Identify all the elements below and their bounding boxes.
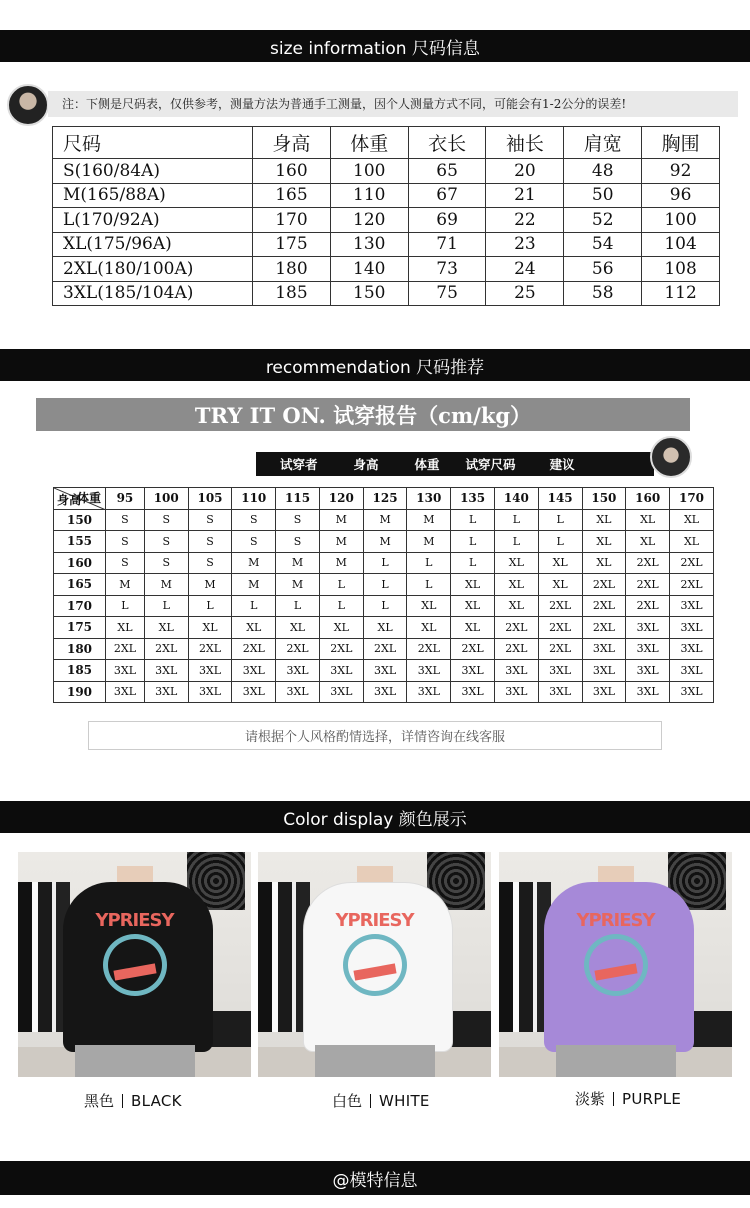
rec-table-cell: XL — [582, 552, 626, 574]
rec-table-cell: M — [276, 552, 320, 574]
rec-table-cell: XL — [582, 509, 626, 531]
rec-table-cell: XL — [494, 595, 538, 617]
rec-table-weight-header: 120 — [319, 488, 363, 510]
size-table-cell: 112 — [642, 281, 720, 306]
rec-table-cell: XL — [538, 552, 582, 574]
rec-table-cell: 2XL — [144, 638, 188, 660]
rec-table-cell: 3XL — [106, 660, 145, 682]
header-label-height: 身高 — [353, 457, 379, 472]
rec-table-height-header: 155 — [54, 531, 106, 553]
size-table-cell: 25 — [486, 281, 564, 306]
rec-table-cell: S — [188, 552, 232, 574]
section-title: Color display 颜色展示 — [283, 809, 467, 830]
rec-table-cell: S — [144, 531, 188, 553]
rec-table-weight-header: 125 — [363, 488, 407, 510]
rec-table-cell: 2XL — [582, 595, 626, 617]
rec-table-cell: 2XL — [451, 638, 495, 660]
rec-table-cell: 3XL — [232, 660, 276, 682]
size-table-cell: 100 — [330, 159, 408, 184]
rec-table-cell: XL — [451, 595, 495, 617]
size-table-cell: 175 — [253, 232, 331, 257]
rec-table-row — [54, 681, 714, 703]
rec-table-cell: 2XL — [626, 552, 670, 574]
rec-table-height-header: 160 — [54, 552, 106, 574]
rec-table-cell: 2XL — [670, 574, 714, 596]
rec-table-cell: M — [232, 574, 276, 596]
section-title: @模特信息 — [332, 1170, 418, 1191]
color-name-cn: 黑色 — [84, 1092, 115, 1110]
rec-table-weight-header: 110 — [232, 488, 276, 510]
size-table-cell: 21 — [486, 183, 564, 208]
section-header-recommendation — [0, 349, 750, 381]
rec-table-cell: 3XL — [538, 660, 582, 682]
rec-table-weight-header: 115 — [276, 488, 320, 510]
section-header-model-info — [0, 1161, 750, 1195]
size-table-cell: 67 — [408, 183, 486, 208]
try-on-header-bar — [256, 452, 654, 476]
rec-table-weight-header: 170 — [670, 488, 714, 510]
rec-table-cell: S — [106, 552, 145, 574]
size-table-header-cell: 袖长 — [486, 127, 564, 159]
size-table-cell: 56 — [564, 257, 642, 282]
size-table-cell: S(160/84A) — [53, 159, 253, 184]
size-table-cell: 23 — [486, 232, 564, 257]
size-table-row — [53, 183, 720, 208]
rec-table-height-header: 170 — [54, 595, 106, 617]
color-name-cn: 白色 — [332, 1092, 363, 1110]
size-table-cell: 71 — [408, 232, 486, 257]
size-table-cell: 65 — [408, 159, 486, 184]
rec-table-cell: L — [494, 531, 538, 553]
size-table-row — [53, 281, 720, 306]
size-table-cell: 20 — [486, 159, 564, 184]
rec-table-cell: 2XL — [232, 638, 276, 660]
rec-table-cell: S — [232, 509, 276, 531]
rec-table-cell: 2XL — [494, 638, 538, 660]
rec-table-row — [54, 574, 714, 596]
rec-table-cell: 3XL — [106, 681, 145, 703]
rec-table-weight-header: 160 — [626, 488, 670, 510]
size-table-cell: 52 — [564, 208, 642, 233]
rec-table-cell: M — [407, 531, 451, 553]
rec-table-cell: 3XL — [538, 681, 582, 703]
rec-table-cell: M — [363, 531, 407, 553]
rec-table-cell: 2XL — [626, 595, 670, 617]
size-table-header-row — [53, 127, 720, 159]
rec-table-cell: XL — [451, 574, 495, 596]
rec-table-cell: 2XL — [538, 595, 582, 617]
tshirt-print-text: YPRIESY — [95, 910, 174, 931]
rec-table-cell: M — [407, 509, 451, 531]
size-table-cell: 130 — [330, 232, 408, 257]
rec-table-row — [54, 595, 714, 617]
rec-table-cell: L — [144, 595, 188, 617]
size-table-cell: 22 — [486, 208, 564, 233]
rec-table-weight-header: 105 — [188, 488, 232, 510]
rec-table-cell: S — [106, 531, 145, 553]
rec-table-cell: XL — [538, 574, 582, 596]
rec-table-cell: L — [451, 509, 495, 531]
rec-table-cell: S — [276, 531, 320, 553]
rec-table-cell: 3XL — [670, 638, 714, 660]
rec-table-cell: 3XL — [582, 660, 626, 682]
size-table-cell: 69 — [408, 208, 486, 233]
rec-table-cell: L — [106, 595, 145, 617]
rec-table-cell: XL — [407, 595, 451, 617]
rec-table-cell: L — [451, 531, 495, 553]
rec-table-cell: M — [144, 574, 188, 596]
tshirt-print-graphic — [584, 934, 648, 996]
rec-table-cell: 3XL — [626, 617, 670, 639]
size-table-row — [53, 232, 720, 257]
rec-table-cell: XL — [232, 617, 276, 639]
recommendation-table — [53, 487, 714, 703]
rec-table-row — [54, 531, 714, 553]
rec-table-cell: S — [144, 552, 188, 574]
rec-table-cell: 2XL — [582, 617, 626, 639]
rec-table-weight-header: 145 — [538, 488, 582, 510]
rec-table-cell: 3XL — [407, 660, 451, 682]
rec-table-cell: L — [407, 552, 451, 574]
tshirt-print-graphic — [343, 934, 407, 996]
rec-table-cell: 3XL — [144, 660, 188, 682]
size-table-header-cell: 衣长 — [408, 127, 486, 159]
rec-table-cell: XL — [626, 509, 670, 531]
rec-table-cell: L — [319, 574, 363, 596]
rec-table-cell: XL — [626, 531, 670, 553]
rec-table-cell: 2XL — [319, 638, 363, 660]
section-title: size information 尺码信息 — [270, 38, 480, 59]
rec-table-cell: XL — [363, 617, 407, 639]
rec-table-cell: 2XL — [582, 574, 626, 596]
divider — [370, 1094, 371, 1108]
rec-table-cell: L — [188, 595, 232, 617]
rec-table-height-header: 175 — [54, 617, 106, 639]
product-photo-white — [258, 852, 491, 1077]
rec-table-header-row — [54, 488, 714, 510]
rec-table-cell: L — [538, 509, 582, 531]
size-table-cell: 50 — [564, 183, 642, 208]
rec-table-cell: M — [363, 509, 407, 531]
size-table — [52, 126, 720, 306]
size-table-cell: 3XL(185/104A) — [53, 281, 253, 306]
rec-table-weight-header: 130 — [407, 488, 451, 510]
size-table-cell: 96 — [642, 183, 720, 208]
rec-table-cell: S — [232, 531, 276, 553]
rec-table-cell: XL — [451, 617, 495, 639]
divider — [122, 1094, 123, 1108]
rec-table-cell: M — [188, 574, 232, 596]
size-table-cell: M(165/88A) — [53, 183, 253, 208]
rec-table-height-header: 150 — [54, 509, 106, 531]
rec-table-cell: XL — [144, 617, 188, 639]
rec-table-height-header: 190 — [54, 681, 106, 703]
advice-box: 请根据个人风格酌情选择，详情咨询在线客服 — [88, 721, 662, 750]
rec-table-weight-header: 95 — [106, 488, 145, 510]
tshirt-print-graphic — [103, 934, 167, 996]
product-photo-purple — [499, 852, 732, 1077]
rec-table-cell: XL — [188, 617, 232, 639]
size-table-cell: 150 — [330, 281, 408, 306]
color-name-en: WHITE — [379, 1091, 430, 1110]
rec-table-cell: L — [494, 509, 538, 531]
size-table-cell: L(170/92A) — [53, 208, 253, 233]
color-label-purple — [575, 1088, 681, 1109]
model-avatar — [7, 84, 49, 126]
tshirt-print-text: YPRIESY — [576, 910, 655, 931]
rec-table-cell: 3XL — [276, 681, 320, 703]
tshirt-print-text: YPRIESY — [335, 910, 414, 931]
header-label-weight: 体重 — [414, 457, 440, 472]
rec-table-cell: M — [232, 552, 276, 574]
rec-table-cell: 2XL — [106, 638, 145, 660]
size-table-row — [53, 159, 720, 184]
rec-table-cell: 3XL — [319, 681, 363, 703]
color-name-en: PURPLE — [622, 1089, 682, 1108]
rec-table-cell: 3XL — [363, 660, 407, 682]
model-avatar — [650, 436, 692, 478]
size-table-cell: 2XL(180/100A) — [53, 257, 253, 282]
rec-table-cell: 2XL — [626, 574, 670, 596]
color-name-en: BLACK — [131, 1091, 182, 1110]
color-label-white — [332, 1090, 430, 1111]
size-table-cell: 100 — [642, 208, 720, 233]
size-table-cell: 110 — [330, 183, 408, 208]
color-label-black — [84, 1090, 182, 1111]
size-table-header-cell: 胸围 — [642, 127, 720, 159]
size-table-row — [53, 257, 720, 282]
rec-table-cell: 3XL — [626, 660, 670, 682]
section-title: recommendation 尺码推荐 — [265, 357, 485, 378]
size-table-header-cell: 尺码 — [53, 127, 253, 159]
rec-table-cell: S — [106, 509, 145, 531]
rec-table-cell: XL — [407, 617, 451, 639]
rec-table-cell: L — [363, 595, 407, 617]
rec-table-cell: 3XL — [188, 660, 232, 682]
size-table-row — [53, 208, 720, 233]
size-note: 注：下侧是尺码表，仅供参考，测量方法为普通手工测量，因个人测量方式不同，可能会有1-2公分的误差! — [48, 91, 738, 117]
rec-table-height-header: 185 — [54, 660, 106, 682]
rec-table-cell: 3XL — [494, 660, 538, 682]
rec-table-weight-header: 150 — [582, 488, 626, 510]
size-table-cell: 24 — [486, 257, 564, 282]
size-table-cell: 73 — [408, 257, 486, 282]
rec-table-cell: 2XL — [494, 617, 538, 639]
rec-table-cell: L — [538, 531, 582, 553]
size-table-cell: 54 — [564, 232, 642, 257]
rec-table-cell: 3XL — [188, 681, 232, 703]
rec-table-row — [54, 638, 714, 660]
rec-table-cell: 3XL — [626, 681, 670, 703]
rec-table-cell: 2XL — [538, 638, 582, 660]
rec-table-cell: XL — [582, 531, 626, 553]
size-table-cell: 104 — [642, 232, 720, 257]
rec-table-cell: 3XL — [319, 660, 363, 682]
rec-table-cell: M — [319, 552, 363, 574]
rec-table-cell: XL — [319, 617, 363, 639]
rec-table-cell: S — [188, 531, 232, 553]
rec-table-cell: XL — [494, 552, 538, 574]
rec-table-cell: L — [276, 595, 320, 617]
size-table-cell: XL(175/96A) — [53, 232, 253, 257]
size-table-cell: 160 — [253, 159, 331, 184]
rec-table-cell: L — [451, 552, 495, 574]
rec-table-cell: 3XL — [451, 660, 495, 682]
rec-table-cell: 2XL — [276, 638, 320, 660]
color-name-cn: 淡紫 — [575, 1090, 606, 1108]
rec-table-cell: XL — [670, 509, 714, 531]
rec-table-row — [54, 552, 714, 574]
size-table-cell: 185 — [253, 281, 331, 306]
rec-table-cell: 3XL — [232, 681, 276, 703]
rec-table-cell: 3XL — [363, 681, 407, 703]
size-table-header-cell: 身高 — [253, 127, 331, 159]
rec-table-row — [54, 617, 714, 639]
size-table-cell: 108 — [642, 257, 720, 282]
rec-table-cell: 3XL — [407, 681, 451, 703]
header-label-advice: 建议 — [549, 457, 575, 472]
rec-table-cell: L — [363, 574, 407, 596]
rec-table-cell: L — [232, 595, 276, 617]
rec-table-cell: 3XL — [670, 660, 714, 682]
size-table-cell: 92 — [642, 159, 720, 184]
size-table-cell: 58 — [564, 281, 642, 306]
try-on-title: TRY IT ON. 试穿报告（cm/kg） — [36, 398, 690, 431]
corner-weight-label: 体重 — [76, 491, 101, 505]
rec-table-weight-header: 140 — [494, 488, 538, 510]
rec-table-height-header: 180 — [54, 638, 106, 660]
size-table-cell: 170 — [253, 208, 331, 233]
rec-table-cell: 3XL — [276, 660, 320, 682]
size-table-cell: 120 — [330, 208, 408, 233]
rec-table-cell: S — [188, 509, 232, 531]
rec-table-cell: 3XL — [451, 681, 495, 703]
rec-table-cell: M — [276, 574, 320, 596]
rec-table-cell: L — [407, 574, 451, 596]
size-table-cell: 75 — [408, 281, 486, 306]
header-label-try-size: 试穿尺码 — [465, 457, 516, 472]
rec-table-cell: M — [106, 574, 145, 596]
product-photo-black — [18, 852, 251, 1077]
rec-table-cell: M — [319, 531, 363, 553]
rec-table-weight-header: 100 — [144, 488, 188, 510]
rec-table-row — [54, 509, 714, 531]
rec-table-cell: S — [276, 509, 320, 531]
rec-table-cell: 2XL — [363, 638, 407, 660]
rec-table-row — [54, 660, 714, 682]
size-table-header-cell: 肩宽 — [564, 127, 642, 159]
rec-table-weight-header: 135 — [451, 488, 495, 510]
size-table-header-cell: 体重 — [330, 127, 408, 159]
size-table-cell: 180 — [253, 257, 331, 282]
size-table-cell: 165 — [253, 183, 331, 208]
header-label-tester: 试穿者 — [280, 457, 318, 472]
rec-table-cell: 2XL — [670, 552, 714, 574]
rec-table-cell: L — [319, 595, 363, 617]
rec-table-cell: 3XL — [582, 681, 626, 703]
rec-table-cell: 3XL — [670, 617, 714, 639]
section-header-size-info — [0, 30, 750, 62]
rec-table-height-header: 165 — [54, 574, 106, 596]
rec-table-cell: 3XL — [144, 681, 188, 703]
corner-height-label: 身高 — [57, 492, 82, 507]
rec-table-cell: XL — [494, 574, 538, 596]
divider — [613, 1092, 614, 1106]
rec-table-cell: XL — [106, 617, 145, 639]
rec-table-cell: 3XL — [582, 638, 626, 660]
section-header-color-display — [0, 801, 750, 833]
rec-table-cell: 3XL — [670, 681, 714, 703]
rec-table-cell: XL — [670, 531, 714, 553]
rec-table-cell: 3XL — [626, 638, 670, 660]
rec-table-cell: XL — [276, 617, 320, 639]
size-table-cell: 140 — [330, 257, 408, 282]
rec-table-corner — [54, 488, 106, 510]
rec-table-cell: L — [363, 552, 407, 574]
rec-table-cell: 2XL — [538, 617, 582, 639]
rec-table-cell: 3XL — [670, 595, 714, 617]
rec-table-cell: S — [144, 509, 188, 531]
rec-table-cell: 3XL — [494, 681, 538, 703]
rec-table-cell: M — [319, 509, 363, 531]
rec-table-cell: 2XL — [188, 638, 232, 660]
rec-table-cell: 2XL — [407, 638, 451, 660]
size-table-cell: 48 — [564, 159, 642, 184]
